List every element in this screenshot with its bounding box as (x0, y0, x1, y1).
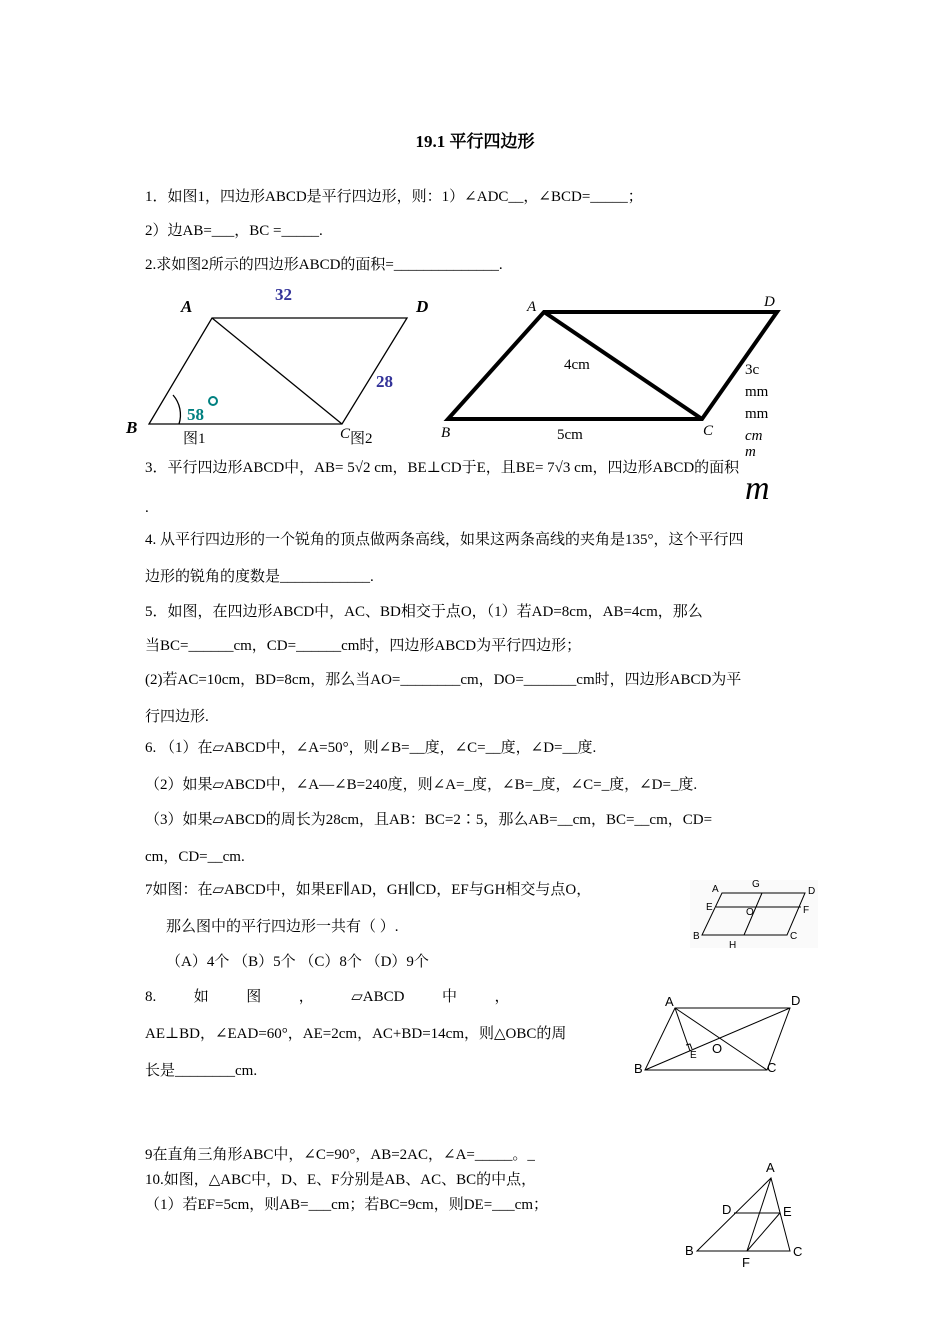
figure-2-parallelogram (448, 312, 777, 419)
q7-line2: 那么图中的平行四边形一共有（ ）. (166, 919, 399, 935)
fig7-label-h: H (729, 940, 737, 951)
fig8-label-c: C (767, 1060, 777, 1075)
fig7-label-g: G (752, 879, 760, 890)
q6-line2: （2）如果▱ABCD中，∠A—∠B=240度，则∠A=_度，∠B=_度，∠C=_度，∠D=_度. (145, 777, 698, 793)
cd-text-2: mm (745, 384, 769, 400)
fig1-label-c: C (340, 426, 351, 442)
cd-text-5: m (745, 444, 756, 460)
q8-line1: 8. 如 图 ， ▱ABCD 中 ， (145, 989, 510, 1005)
q5-line3: (2)若AC=10cm，BD=8cm，那么当AO=________cm，DO=_______cm时，四边形ABCD为平 (145, 672, 742, 688)
q8-line2: AE⊥BD，∠EAD=60°，AE=2cm，AC+BD=14cm，则△OBC的周 (145, 1026, 567, 1042)
fig7-label-f: F (803, 905, 810, 916)
q10-line2: （1）若EF=5cm，则AB=___cm；若BC=9cm，则DE=___cm； (145, 1197, 548, 1213)
fig10-label-c: C (793, 1244, 803, 1259)
fig7-label-o: O (746, 907, 754, 918)
q10-line1: 10.如图，△ABC中，D、E、F分别是AB、AC、BC的中点， (145, 1172, 537, 1188)
fig7-label-b: B (693, 931, 700, 942)
cd-text-4: cm (745, 428, 763, 444)
fig7-label-c: C (790, 931, 798, 942)
fig7-label-e: E (706, 902, 713, 913)
fig7-label-a: A (712, 884, 719, 895)
cd-text-3: mm (745, 406, 769, 422)
cd-text-1: 3c (745, 362, 760, 378)
fig1-label-d: D (416, 297, 429, 316)
q5-line2: 当BC=______cm，CD=______cm时，四边形ABCD为平行四边形； (145, 638, 582, 654)
q7-line1: 7如图：在▱ABCD中，如果EF∥AD，GH∥CD，EF与GH相交与点O， (145, 882, 592, 898)
q6-line1: 6. （1）在▱ABCD中，∠A=50°，则∠B=__度，∠C=__度，∠D=__度. (145, 740, 597, 756)
q1-line2: 2）边AB=___，BC =_____. (145, 223, 323, 239)
page-title: 19.1 平行四边形 (415, 132, 535, 151)
fig7-label-d: D (808, 886, 816, 897)
fig8-label-d: D (791, 993, 801, 1008)
fig1-side-cd: 28 (376, 372, 393, 391)
q1-line1: 1．如图1，四边形ABCD是平行四边形，则：1）∠ADC__，∠BCD=_____； (145, 189, 643, 205)
q9-line: 9在直角三角形ABC中，∠C=90°，AB=2AC，∠A=_____。_ (145, 1147, 535, 1163)
fig8-label-e: E (690, 1050, 697, 1061)
fig1-label-a: A (181, 297, 193, 316)
fig1-side-ad: 32 (275, 285, 292, 304)
q4-line2: 边形的锐角的度数是____________. (145, 569, 374, 585)
q3-end: . (145, 500, 149, 516)
fig10-label-e: E (783, 1204, 792, 1219)
fig10-label-d: D (722, 1202, 732, 1217)
fig2-label-d: D (764, 294, 775, 310)
q5-line4: 行四边形. (145, 709, 209, 725)
q8-line3: 长是________cm. (145, 1063, 258, 1079)
fig2-big-m: m (745, 470, 770, 507)
q6-line3: （3）如果▱ABCD的周长为28cm，且AB：BC=2∶5，那么AB=__cm，BC=__cm，CD= (145, 812, 713, 828)
fig10-label-b: B (685, 1243, 694, 1258)
fig1-caption: 图1 (183, 431, 206, 447)
fig8-label-o: O (712, 1041, 723, 1056)
fig2-caption: 图2 (350, 431, 373, 447)
q6-line4: cm，CD=__cm. (145, 849, 245, 865)
degree-mark (209, 397, 217, 405)
q5-line1: 5．如图，在四边形ABCD中，AC、BD相交于点O，（1）若AD=8cm，AB=4cm，那么 (145, 604, 703, 620)
fig8-label-b: B (634, 1061, 643, 1076)
figure-10-triangle (697, 1178, 790, 1251)
fig10-label-a: A (766, 1160, 775, 1175)
q2-line: 2.求如图2所示的四边形ABCD的面积=______________. (145, 257, 503, 273)
fig8-label-a: A (665, 994, 674, 1009)
fig2-side-bc: 5cm (557, 427, 583, 443)
fig2-label-b: B (441, 425, 451, 441)
fig2-label-a: A (527, 299, 537, 315)
fig2-diag-ac: 4cm (564, 357, 590, 373)
q7-options: （A）4个 （B）5个 （C）8个 （D）9个 (166, 954, 429, 970)
fig2-side-cd (745, 359, 769, 460)
fig2-label-c: C (703, 423, 714, 439)
fig1-angle-b: 58 (187, 405, 204, 424)
figure-7-parallelogram (690, 880, 818, 948)
q3-line: 3．平行四边形ABCD中，AB= 5√2 cm，BE⊥CD于E，且BE= 7√3 cm，四边形ABCD的面积 (145, 460, 740, 476)
fig1-label-b: B (126, 418, 138, 437)
fig10-label-f: F (742, 1255, 750, 1270)
q4-line1: 4. 从平行四边形的一个锐角的顶点做两条高线，如果这两条高线的夹角是135°，这个平行四 (145, 532, 744, 548)
